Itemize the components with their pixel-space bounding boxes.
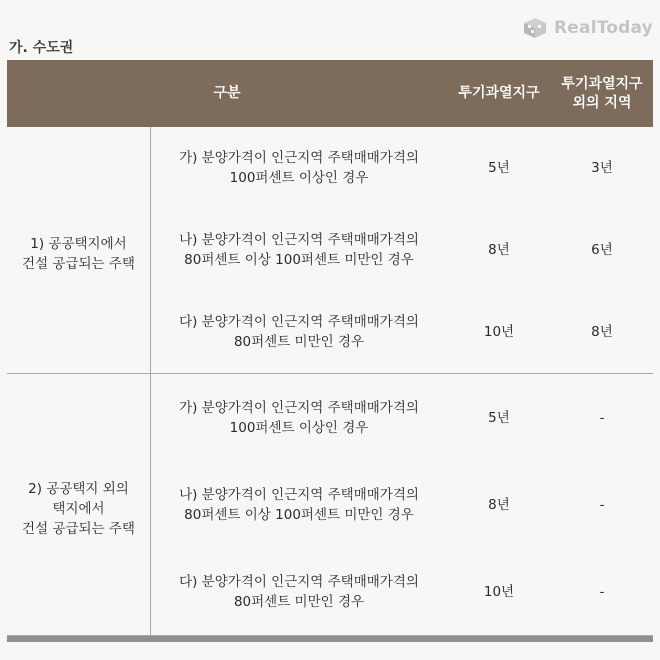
row-other-value: -	[599, 496, 605, 513]
header-category: 구분	[213, 85, 241, 101]
group-category: 2) 공공택지 외의 택지에서 건설 공급되는 주택	[7, 374, 151, 635]
row-other-value: 6년	[591, 242, 613, 258]
table-header	[7, 60, 653, 127]
row-speculative-value: 5년	[488, 409, 510, 426]
header-speculative: 투기과열지구	[458, 85, 540, 101]
row-description: 가) 분양가격이 인근지역 주택매매가격의 100퍼센트 이상인 경우	[179, 399, 419, 436]
row-description: 가) 분양가격이 인근지역 주택매매가격의 100퍼센트 이상인 경우	[179, 150, 419, 186]
logo	[522, 16, 653, 40]
row-other-value: 3년	[591, 160, 613, 176]
row-other-value: 8년	[591, 324, 613, 340]
row-other-value: -	[599, 583, 605, 600]
logo-text: RealToday	[554, 18, 653, 38]
table-group	[7, 373, 653, 635]
row-description: 나) 분양가격이 인근지역 주택매매가격의 80퍼센트 이상 100퍼센트 미만인 경우	[179, 486, 419, 523]
cube-logo-icon	[522, 16, 548, 40]
table-bottom-border	[7, 635, 653, 642]
table-group	[7, 127, 653, 373]
row-speculative-value: 10년	[483, 324, 515, 340]
section-title: 가. 수도권	[9, 40, 74, 56]
header-other: 투기과열지구 외의 지역	[561, 75, 643, 111]
row-description: 다) 분양가격이 인근지역 주택매매가격의 80퍼센트 미만인 경우	[179, 573, 419, 610]
holding-period-table	[7, 60, 653, 642]
row-speculative-value: 5년	[488, 160, 510, 176]
row-description: 나) 분양가격이 인근지역 주택매매가격의 80퍼센트 이상 100퍼센트 미만인 경우	[179, 232, 419, 268]
row-description: 다) 분양가격이 인근지역 주택매매가격의 80퍼센트 미만인 경우	[179, 314, 419, 350]
row-speculative-value: 8년	[488, 242, 510, 258]
row-other-value: -	[599, 409, 605, 426]
group-category: 1) 공공택지에서 건설 공급되는 주택	[7, 127, 151, 373]
row-speculative-value: 10년	[483, 583, 515, 600]
row-speculative-value: 8년	[488, 496, 510, 513]
